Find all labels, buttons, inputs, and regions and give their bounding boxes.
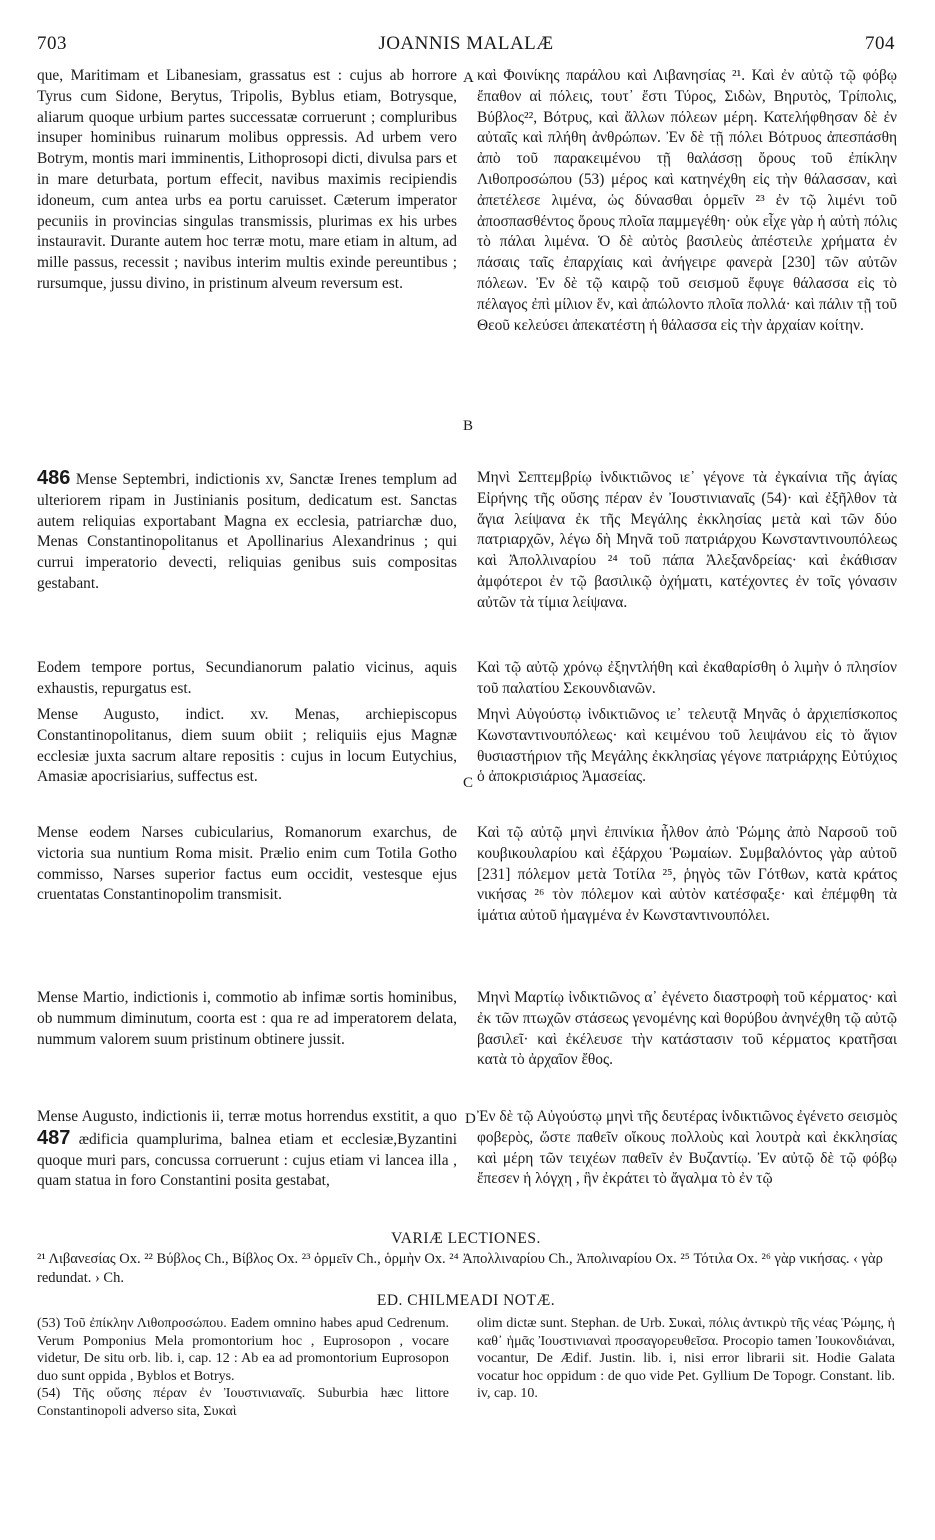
notes-left-column: (53) Τοῦ ἐπίκλην Λιθοπροσώπου. Eadem omnino habes apud Cedrenum. Verum Pomponius Mela promontorium hoc , Euprosopon , vocare videtur, De situ orb. lib. i, cap. 12 : Ab ea ad promontorium Euprosopon duo sunt oppida , Byblos et Botrys. (54) Τῆς οὔσης πέραν ἐν Ἰουστινιαναῖς. Suburbia hæc littore Constantinopoli adverso sita, Συκαὶ: [37, 1316, 449, 1419]
latin-paragraph-3: Eodem tempore portus, Secundianorum palatio vicinus, aquis exhaustis, repurgatus est.: [37, 659, 457, 697]
latin-paragraph-7: Mense Augusto, indictionis ii, terræ motus horrendus exstitit, a quo 487 ædificia quamplurima, balnea etiam et ecclesiæ,Byzantini quoque muri pars, concussa corruerunt : cujus etiam vi lancea illa , quam statua in foro Constantini posita gestabat,: [37, 1108, 457, 1190]
running-header: [37, 33, 895, 59]
greek-paragraph-1: καὶ Φοινίκης παράλου καὶ Λιβανησίας ²¹. Καὶ ἐν αὐτῷ τῷ φόβῳ ἔπαθον αἱ πόλεις, τουτ᾽ ἔστι Τύρος, Σιδὼν, Βηρυτὸς, Τρίπολις, Βύβλος²², Βότρυς, καὶ ἄλλων πόλεων μέρη. Κατελήφθησαν δὲ ἐν αὐταῖς καὶ πλήθη ἀνθρώπων. Ἐν δὲ τῇ πόλει Βότρυος ἀπεσπάσθη ἀπὸ τοῦ παρακειμένου τῇ θαλάσσῃ ὄρους τοῦ ἐπίκλην Λιθοπροσώπου (53) μέρος καὶ κατηνέχθη εἰς τὴν θάλασσαν, καὶ ἀπετέλεσε λιμένα, ὡς δύνασθαι ὁρμεῖν ²³ ἐν τῷ λιμένι τοῦ ἀποσπασθέντος ὄρους πλοῖα παμμεγέθη· οὐκ εἶχε γὰρ ἡ αὐτὴ πόλις τὸ πάλαι λιμένα. Ὁ δὲ αὐτὸς βασιλεὺς ἀπέστειλε χρήματα ἐν πάσαις ταῖς ἐπαρχίαις καὶ ἀνήγειρε φανερὰ [230] τῶν αὐτῶν πόλεων. Ἐν δὲ τῷ καιρῷ τοῦ σεισμοῦ ἔφυγε θάλασσα εἰς τὸ πέλαγος ἐπὶ μίλιον ἕν, καὶ ἀπώλοντο πλοῖα πολλά· καὶ πάλιν τῇ τοῦ Θεοῦ κελεύσει ἀπεκατέστη ἡ θάλασσα εἰς τὴν ἀρχαίαν κοίτην.: [477, 67, 897, 334]
page-number-right: 704: [865, 33, 895, 54]
greek-paragraph-5: Καὶ τῷ αὐτῷ μηνὶ ἐπινίκια ἦλθον ἀπὸ Ῥώμης ἀπὸ Ναρσοῦ τοῦ κουβικουλαρίου καὶ ἐξάρχου Ῥωμαίων. Συμβαλόντος γὰρ αὐτοῦ [231] πόλεμον μετὰ Τοτίλα ²⁵, ῥηγὸς τῶν Γότθων, κατὰ κράτος νικήσας ²⁶ τὸν πόλεμον καὶ αὐτὸν κατέσφαξε· καὶ ἐπέμφθη τὰ ἱμάτια αὐτοῦ ἠμαγμένα ἐν Κωνσταντινουπόλει.: [477, 824, 897, 925]
greek-paragraph-2: Μηνὶ Σεπτεμβρίῳ ἰνδικτιῶνος ιε᾽ γέγονε τὰ ἐγκαίνια τῆς ἁγίας Εἰρήνης τῆς οὔσης πέραν ἐν Ἰουστινιαναῖς (54)· καὶ ἐξῆλθον τὰ ἅγια λείψανα ἐκ τῆς Μεγάλης ἐκκλησίας μετὰ καὶ τῶν δύο πατριαρχῶν, λέγω δὴ Μηνᾶ τοῦ πατριάρχου Κωνσταντινουπόλεως καὶ Ἀπολλιναρίου ²⁴ τοῦ πάπα Ἀλεξανδρείας· καὶ ἐκάθισαν ἀμφότεροι ἐν τῷ βασιλικῷ ὀχήματι, κατέχοντες ἐν τοῖς γόνασιν αὐτῶν τὰ τίμια λείψανα.: [477, 469, 897, 611]
notes-right-column: olim dictæ sunt. Stephan. de Urb. Συκαὶ, πόλις ἀντικρὺ τῆς νέας Ῥώμης, ἡ καθ᾽ ἡμᾶς Ἰουστινιαναὶ προσαγορευθεῖσα. Procopio tamen Ἰουκονδιάναι, vocantur, De Ædif. Justin. lib. i, nisi error librarii sit. Hodie Galata vocatur hoc oppidum : de quo vide Pet. Gyllium De Topogr. Constant. lib. iv, cap. 10.: [477, 1316, 895, 1402]
section-number: 487: [37, 1126, 71, 1149]
greek-paragraph-3: Καὶ τῷ αὐτῷ χρόνῳ ἐξηντλήθη καὶ ἐκαθαρίσθη ὁ λιμὴν ὁ πλησίον τοῦ παλατίου Σεκουνδιανῶν.: [477, 659, 897, 697]
latin-paragraph-5: Mense eodem Narses cubicularius, Romanorum exarchus, de victoria sua nuntium Roma misit. Prælio enim cum Totila Gotho commisso, Narses superior factus eum occidit, vestesque ejus cruentatas Constantinopolim transmisit.: [37, 824, 457, 904]
latin-paragraph-2: 486 Mense Septembri, indictionis xv, Sanctæ Irenes templum ad ulteriorem ripam in Justinianis positum, dedicatum est. Sanctas autem reliquias exportabant Magna ex ecclesia, patriarchæ duo, Menas Constantinopolitanus et Apollinarius Alexandrinus ; qui currui imperatorio devecti, reliquias genibus suis compositas gestabant.: [37, 467, 457, 592]
margin-letter-b: B: [463, 418, 474, 434]
margin-letter-a: A: [463, 70, 474, 86]
variae-lectiones-text: ²¹ Λιβανεσίας Ox. ²² Βύβλος Ch., Βίβλος Ox. ²³ ὁρμεῖν Ch., ὁρμὴν Ox. ²⁴ Ἀπολλιναρίου Ch., Ἀπολιναρίου Ox. ²⁵ Τότιλα Ox. ²⁶ γὰρ νικήσας. ‹ γὰρ redundat. › Ch.: [37, 1251, 883, 1286]
greek-paragraph-7: Ἐν δὲ τῷ Αὐγούστῳ μηνὶ τῆς δευτέρας ἰνδικτιῶνος ἐγένετο σεισμὸς φοβερὸς, ὥστε παθεῖν οἴκους πολλοὺς καὶ λουτρὰ καὶ ἐκκλησίας καὶ μέρη τῶν τειχέων παθεῖν ἐν Βυζαντίῳ. Ἐν αὐτῷ δὲ τῷ φόβῳ ἔπεσεν ἡ λόγχη , ἣν ἐκράτει τὸ ἄγαλμα τὸ ἐν τῷ: [477, 1108, 897, 1188]
notes-title: ED. CHILMEADI NOTÆ.: [376, 1292, 556, 1309]
latin-paragraph-1: que, Maritimam et Libanesiam, grassatus est : cujus ab horrore Tyrus cum Sidone, Berytus, Tripolis, Byblus etiam, Botrysque, aliarum quoque urbium partes successatæ corruerunt ; compluribus insuper hominibus ruinarum molibus oppressis. Ad urbem vero Botrym, montis mari imminentis, Lithoprosopi dicti, divulsa pars et in mare deturbata, portum effecit, navibus maximis recipiendis idoneum, cum antea urbs ea portu caruisset. Cæterum imperator pecuniis in provincias singulas transmissis, plurimas ex his urbes instauravit. Durante autem hoc terræ motu, mare etiam in altum, ad mille passus, recessit ; navibus interim multis exinde pereuntibus ; rursumque, jussu divino, in pristinum alveum reversum est.: [37, 67, 457, 292]
page-number-left: 703: [37, 33, 67, 54]
margin-letter-d: D: [465, 1111, 476, 1127]
latin-paragraph-6: Mense Martio, indictionis i, commotio ab infimæ sortis hominibus, ob nummum diminutum, coorta est : qua re ad imperatorem delata, nummum valorem suum pristinum obtinere jussit.: [37, 989, 457, 1048]
margin-letter-c: C: [463, 775, 474, 791]
variae-lectiones-title: VARIÆ LECTIONES.: [391, 1230, 541, 1247]
running-title: JOANNIS MALALÆ: [378, 33, 554, 54]
section-number: 486: [37, 467, 71, 489]
latin-paragraph-4: Mense Augusto, indict. xv. Menas, archiepiscopus Constantinopolitanus, diem suum obiit ; reliquiis ejus Magnæ ecclesiæ juxta sacrum altare repositis : cujus in locum Eutychius, Amasiæ apocrisiarius, suffectus est.: [37, 706, 457, 786]
greek-paragraph-6: Μηνὶ Μαρτίῳ ἰνδικτιῶνος α᾽ ἐγένετο διαστροφὴ τοῦ κέρματος· καὶ ἐκ τῶν πτωχῶν στάσεως γενομένης καὶ θορύβου ἀνηνέχθη τῷ αὐτῷ βασιλεῖ· καὶ ἐκέλευσε τὴν κατάστασιν τοῦ κέρματος κρατῆσαι κατὰ τὸ ἀρχαῖον ἔθος.: [477, 989, 897, 1069]
greek-paragraph-4: Μηνὶ Αὐγούστῳ ἰνδικτιῶνος ιε᾽ τελευτᾷ Μηνᾶς ὁ ἀρχιεπίσκοπος Κωνσταντινουπόλεως· καὶ κειμένου τοῦ λειψάνου εἰς τὸ ἅγιον θυσιαστήριον τῆς Μεγάλης ἐκκλησίας γέγονε πατριάρχης Εὐτύχιος ὁ ἀποκρισιάριος Ἀμασείας.: [477, 706, 897, 786]
